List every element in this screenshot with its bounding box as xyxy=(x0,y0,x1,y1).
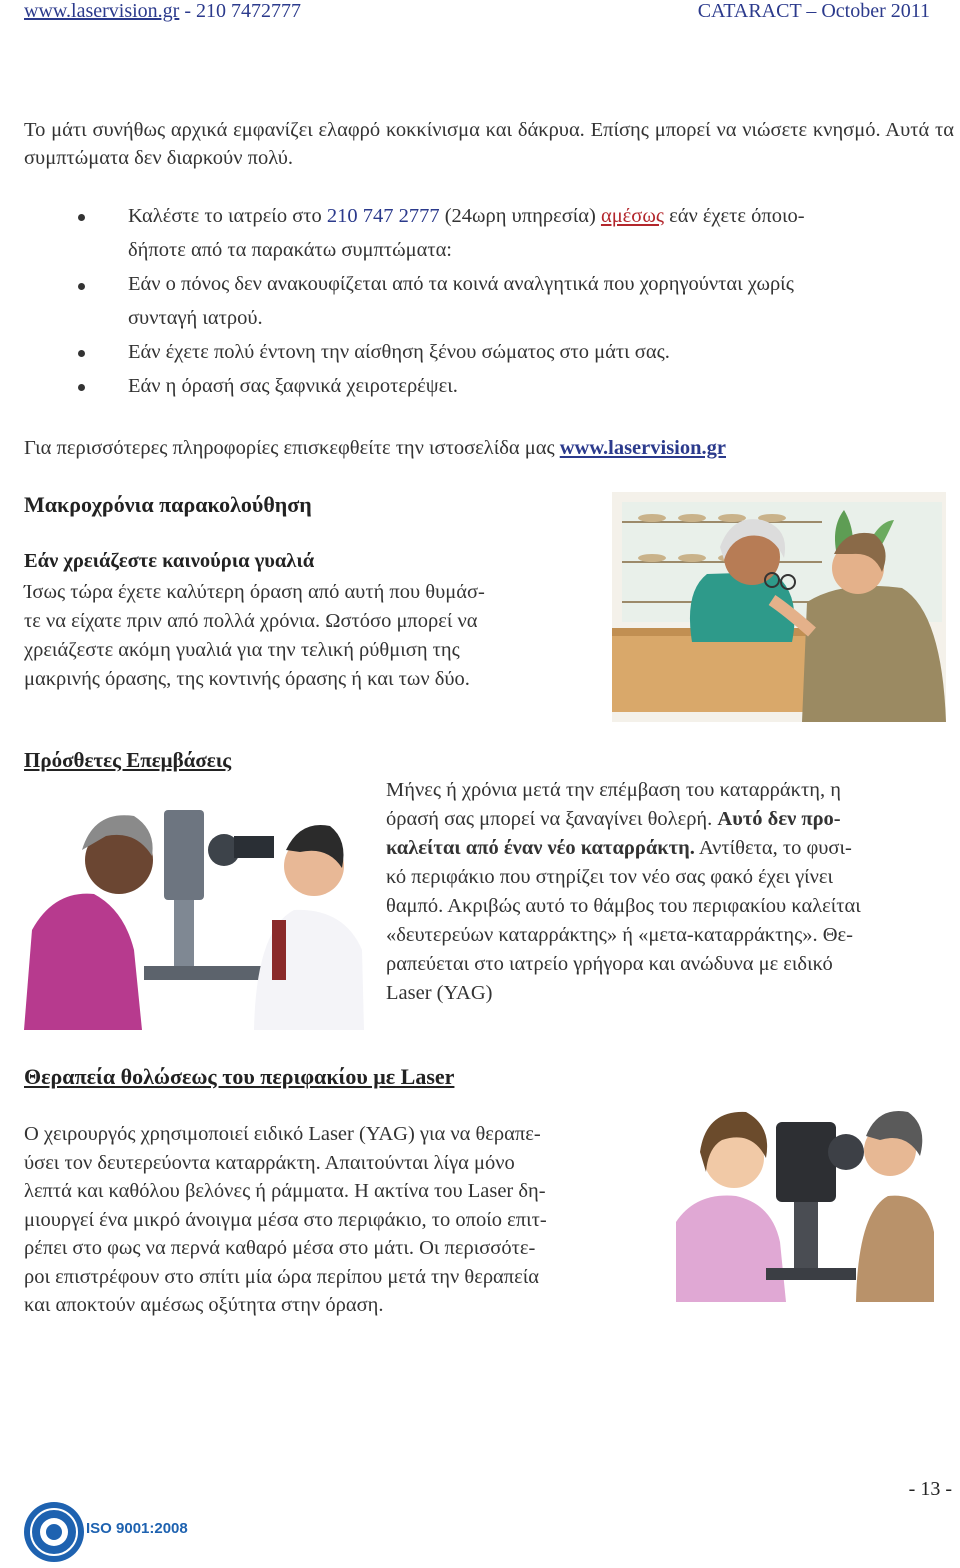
illustration-eye-exam xyxy=(24,790,364,1030)
bullet-text: εάν έχετε όποιο- xyxy=(663,205,805,227)
laser-line: ύσει τον δευτερεύοντα καταρράκτη. Απαιτούνται λίγα μόνο xyxy=(24,1151,515,1174)
check-icon xyxy=(46,1524,62,1540)
additional-line: κό περιφάκιο που στηρίζει τον νέο σας φακό έχει γίνει xyxy=(386,866,834,888)
bullet-text: Καλέστε το ιατρείο στο xyxy=(128,205,327,227)
additional-line: ραπεύεται στο ιατρείο γρήγορα και ανώδυνα με ειδικό xyxy=(386,953,833,975)
subtitle-new-glasses: Εάν χρειάζεστε καινούρια γυαλιά xyxy=(24,550,315,572)
followup-paragraph xyxy=(24,578,592,694)
more-info-text: Για περισσότερες πληροφορίες επισκεφθείτε την ιστοσελίδα μας xyxy=(24,437,560,459)
header-left xyxy=(24,0,301,23)
additional-line: «δευτερεύων καταρράκτης» ή «μετα-καταρράκτης». Θε- xyxy=(386,924,853,946)
iso-certification-badge xyxy=(24,1502,84,1562)
section-title-laser: Θεραπεία θολώσεως του περιφακίου με Laser xyxy=(24,1064,455,1089)
bullet-dot xyxy=(78,283,85,290)
additional-bold-text: καλείται από έναν νέο καταρράκτη. xyxy=(386,837,695,859)
additional-line xyxy=(386,834,958,863)
more-info xyxy=(24,434,954,462)
laser-line: λεπτά και καθόλου βελόνες ή ράμματα. Η ακτίνα του Laser δη- xyxy=(24,1180,546,1202)
additional-line: Μήνες ή χρόνια μετά την επέμβαση του καταρράκτη, η xyxy=(386,779,841,801)
bullet-text: (24ωρη υπηρεσία) xyxy=(439,205,601,227)
additional-text: όρασή σας μπορεί να ξαναγίνει θολερή. xyxy=(386,808,718,830)
page-header xyxy=(0,0,960,26)
laser-paragraph xyxy=(24,1120,660,1320)
additional-text: Αντίθετα, το φυσι- xyxy=(694,837,852,859)
illustration-laser-treatment xyxy=(676,1092,934,1302)
bullet-vision-worse: Εάν η όρασή σας ξαφνικά χειροτερέψει. xyxy=(128,375,458,397)
laser-line: μιουργεί ένα μικρό άνοιγμα μέσα στο περιφάκιο, το οποίο επιτ- xyxy=(24,1208,547,1231)
bullet-call-office xyxy=(128,200,960,233)
page-number: - 13 - xyxy=(908,1478,952,1500)
additional-paragraph xyxy=(386,776,958,1008)
bullet-foreign-body: Εάν έχετε πολύ έντονη την αίσθηση ξένου σώματος στο μάτι σας. xyxy=(128,341,670,363)
header-phone: - 210 7472777 xyxy=(179,0,302,22)
laser-line: Ο χειρουργός χρησιμοποιεί ειδικό Laser (YAG) για να θεραπε- xyxy=(24,1123,541,1145)
followup-line: τε να είχατε πριν από πολλά χρόνια. Ωστόσο μπορεί να xyxy=(24,610,478,632)
urgent-word: αμέσως xyxy=(600,205,664,227)
bullet-call-office-line2: δήποτε από τα παρακάτω συμπτώματα: xyxy=(128,239,453,261)
additional-bold-text: Αυτό δεν προ- xyxy=(717,808,841,830)
bullet-pain: Εάν ο πόνος δεν ανακουφίζεται από τα κοινά αναλγητικά που χορηγούνται χωρίς xyxy=(128,273,794,295)
additional-line: θαμπό. Ακριβώς αυτό το θάμβος του περιφακίου καλείται xyxy=(386,895,861,917)
additional-line: Laser (YAG) xyxy=(386,982,493,1004)
iso-label: ISO 9001:2008 xyxy=(86,1520,188,1537)
illustration-glasses-fitting xyxy=(612,492,946,722)
more-info-link[interactable]: www.laservision.gr xyxy=(559,437,726,459)
section-title-followup: Μακροχρόνια παρακολούθηση xyxy=(24,492,312,517)
bullet-dot xyxy=(78,384,85,391)
intro-paragraph: Το μάτι συνήθως αρχικά εμφανίζει ελαφρό κοκκίνισμα και δάκρυα. Επίσης μπορεί να νιώσετε κνησμό. Αυτά τα συμπτώματα δεν διαρκούν πολύ. xyxy=(24,119,954,169)
header-site-link[interactable]: www.laservision.gr xyxy=(24,0,180,22)
followup-line: μακρινής όρασης, της κοντινής όρασης ή και των δύο. xyxy=(24,668,470,690)
followup-line: Ίσως τώρα έχετε καλύτερη όραση από αυτή που θυμάσ- xyxy=(24,581,485,603)
followup-line: χρειάζεστε ακόμη γυαλιά για την τελική ρύθμιση της xyxy=(24,639,460,661)
bullet-dot xyxy=(78,350,85,357)
header-doc-title: CATARACT – October 2011 xyxy=(697,0,930,22)
laser-line: ροι επιστρέφουν στο σπίτι μία ώρα περίπου μετά την θεραπεία xyxy=(24,1265,540,1288)
additional-line xyxy=(386,805,958,834)
laser-line: και αποκτούν αμέσως οξύτητα στην όραση. xyxy=(24,1294,384,1316)
laser-line: ρέπει στο φως να περνά καθαρό μέσα στο μάτι. Οι περισσότε- xyxy=(24,1237,536,1259)
section-title-additional: Πρόσθετες Επεμβάσεις xyxy=(24,748,232,772)
bullet-pain-line2: συνταγή ιατρού. xyxy=(128,307,263,329)
phone-number[interactable]: 210 747 2777 xyxy=(326,205,440,227)
bullet-dot xyxy=(78,214,85,221)
